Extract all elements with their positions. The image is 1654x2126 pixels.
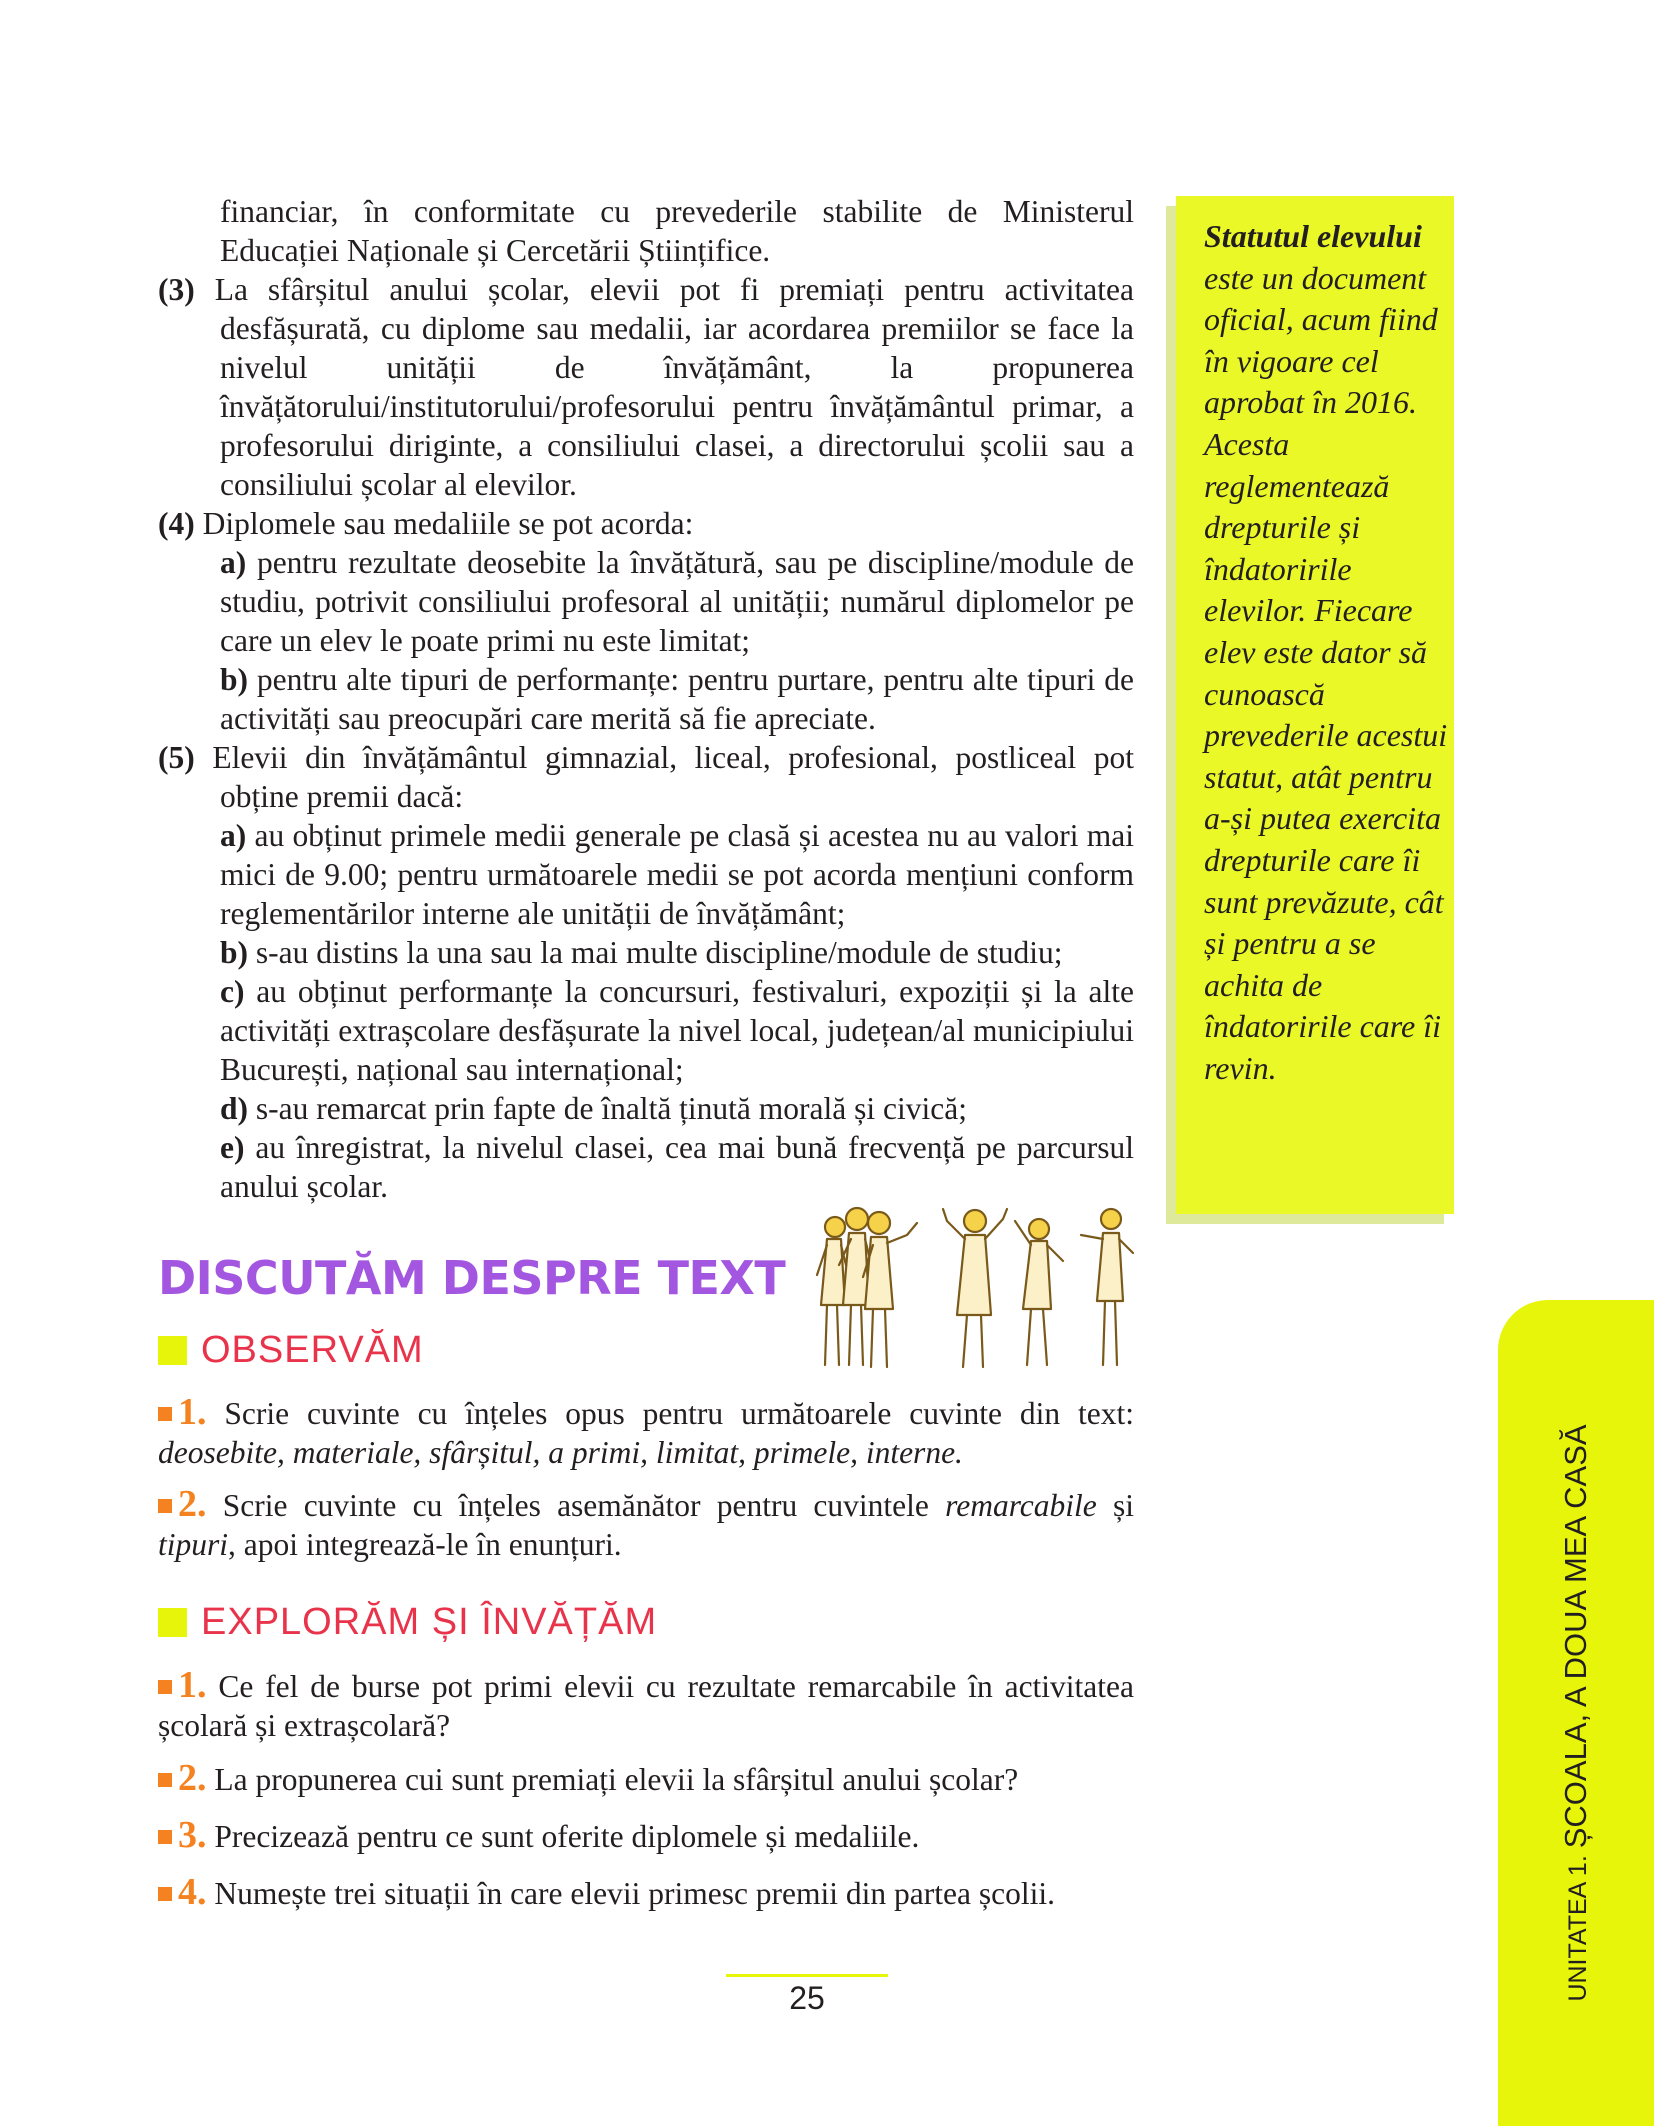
exercise-observam-2 bbox=[158, 1485, 1134, 1564]
exercise-number: 3. bbox=[178, 1814, 207, 1856]
sub-item-text: s-au distins la una sau la mai multe discipline/module de studiu; bbox=[255, 935, 1063, 970]
sub-item-text: pentru alte tipuri de performanțe: pentru purtare, pentru alte tipuri de activități sau preocupări care merită să fie apreciate. bbox=[220, 662, 1134, 736]
paragraph-continued: financiar, în conformitate cu prevederile stabilite de Ministerul Educației Naționale și Cercetării Științifice. bbox=[220, 194, 1134, 268]
child-figure bbox=[943, 1209, 1007, 1367]
page-number-rule bbox=[726, 1974, 888, 1977]
paragraph-text: Diplomele sau medaliile se pot acorda: bbox=[202, 506, 694, 541]
exercise-text: Scrie cuvinte cu înțeles asemănător pentru cuvintele bbox=[222, 1488, 929, 1523]
exercise-number: 2. bbox=[178, 1483, 207, 1525]
sub-item-5a bbox=[158, 816, 1134, 933]
paragraph-number: (5) bbox=[158, 740, 195, 775]
sub-item-4a bbox=[158, 543, 1134, 660]
paragraph-text: La sfârșitul anului școlar, elevii pot fi premiați pentru activitatea desfășurată, cu diplome sau medalii, iar acordarea premiilor se face la nivelul unității de învățământ, la propunerea învățătorului/institutorului/profesorului pentru învățământul primar, a profesorului diriginte, a consiliului clasei, a directorului școlii sau a consiliului școlar al elevilor. bbox=[214, 272, 1134, 502]
sub-item-5c bbox=[158, 972, 1134, 1089]
children-cheering-illustration bbox=[815, 1205, 1145, 1370]
sub-item-5d bbox=[158, 1089, 1134, 1128]
paragraph-text: Elevii din învățământul gimnazial, liceal, profesional, postliceal pot obține premii dacă: bbox=[212, 740, 1135, 814]
exercise-number: 1. bbox=[178, 1391, 207, 1433]
exercise-word: tipuri bbox=[158, 1527, 229, 1562]
exercise-number: 4. bbox=[178, 1871, 207, 1913]
paragraph-4 bbox=[158, 504, 1134, 543]
subsection-heading-text: OBSERVĂM bbox=[201, 1328, 424, 1371]
heading-square-icon bbox=[158, 1336, 187, 1365]
sidebar-note-title: Statutul elevului bbox=[1204, 218, 1422, 254]
exercise-exploram-1 bbox=[158, 1666, 1134, 1745]
sub-item-label: a) bbox=[220, 818, 247, 853]
exercise-text: , apoi integrează-le în enunțuri. bbox=[228, 1527, 622, 1562]
subsection-heading-observam bbox=[158, 1330, 424, 1370]
sub-item-5b bbox=[158, 933, 1134, 972]
bullet-square-icon bbox=[158, 1407, 172, 1421]
paragraph-number: (4) bbox=[158, 506, 195, 541]
exercise-exploram-3 bbox=[158, 1816, 1134, 1856]
exercise-text: La propunerea cui sunt premiați elevii la sfârșitul anului școlar? bbox=[214, 1762, 1019, 1797]
sub-item-text: au obținut performanțe la concursuri, festivaluri, expoziții și la alte activități extrașcolare desfășurate la nivel local, județean/al municipiului București, național sau internațional; bbox=[220, 974, 1134, 1087]
bullet-square-icon bbox=[158, 1830, 172, 1844]
paragraph-5 bbox=[158, 738, 1134, 816]
sub-item-label: b) bbox=[220, 935, 249, 970]
page-number: 25 bbox=[789, 1980, 825, 2016]
exercise-text: Ce fel de burse pot primi elevii cu rezultate remarcabile în activitatea școlară și extrașcolară? bbox=[158, 1669, 1135, 1743]
child-figure bbox=[1015, 1219, 1063, 1365]
exercise-exploram-2 bbox=[158, 1759, 1134, 1799]
sub-item-text: pentru rezultate deosebite la învățătură, sau pe discipline/module de studiu, potrivit consiliului profesoral al unității; numărul diplomelor pe care un elev le poate primi nu este limitat; bbox=[220, 545, 1134, 658]
section-title: DISCUTĂM DESPRE TEXT bbox=[158, 1251, 786, 1305]
heading-square-icon bbox=[158, 1608, 187, 1637]
exercise-exploram-4 bbox=[158, 1873, 1134, 1913]
bullet-square-icon bbox=[158, 1887, 172, 1901]
unit-tab-label bbox=[1558, 1424, 1594, 2001]
paragraph-3 bbox=[158, 270, 1134, 504]
bullet-square-icon bbox=[158, 1499, 172, 1513]
sub-item-label: d) bbox=[220, 1091, 249, 1126]
sub-item-5e bbox=[158, 1128, 1134, 1206]
exercise-word: remarcabile bbox=[945, 1488, 1097, 1523]
paragraph-number: (3) bbox=[158, 272, 195, 307]
sidebar-note-text: este un document oficial, acum fiind în vigoare cel aprobat în 2016. Acesta reglementează drepturile și îndatoririle elevilor. Fiecare elev este dator să cunoască prevederile acestui statut, atât pentru a-și putea exercita drepturile care îi sunt prevăzute, cât și pentru a se achita de îndatoririle care îi revin. bbox=[1204, 259, 1448, 1086]
sub-item-text: au obținut primele medii generale pe clasă și acestea nu au valori mai mici de 9.00; pentru următoarele medii se pot acorda mențiuni conform reglementărilor interne ale unității de învățământ; bbox=[220, 818, 1134, 931]
exercise-text: Scrie cuvinte cu înțeles opus pentru următoarele cuvinte din text: bbox=[224, 1396, 1134, 1431]
sub-item-text: au înregistrat, la nivelul clasei, cea mai bună frecvență pe parcursul anului școlar. bbox=[220, 1130, 1134, 1204]
unit-number: UNITATEA 1. bbox=[1564, 1855, 1592, 2002]
exercise-observam-1 bbox=[158, 1393, 1134, 1472]
main-text bbox=[158, 192, 1134, 1206]
exercise-text: Precizează pentru ce sunt oferite diplomele și medaliile. bbox=[214, 1819, 920, 1854]
bullet-square-icon bbox=[158, 1680, 172, 1694]
sub-item-label: c) bbox=[220, 974, 245, 1009]
exercise-words: deosebite, materiale, sfârșitul, a primi, limitat, primele, interne. bbox=[158, 1435, 963, 1470]
sub-item-label: a) bbox=[220, 545, 247, 580]
unit-title: ȘCOALA, A DOUA MEA CASĂ bbox=[1558, 1424, 1593, 1849]
exercise-number: 1. bbox=[178, 1664, 207, 1706]
sub-item-4b bbox=[158, 660, 1134, 738]
exercise-text: și bbox=[1112, 1488, 1134, 1523]
child-figure bbox=[863, 1212, 917, 1367]
sub-item-label: e) bbox=[220, 1130, 245, 1165]
subsection-heading-exploram bbox=[158, 1602, 657, 1642]
exercise-number: 2. bbox=[178, 1757, 207, 1799]
exercise-text: Numește trei situații în care elevii primesc premii din partea școlii. bbox=[214, 1876, 1055, 1911]
sidebar-note bbox=[1204, 216, 1454, 1089]
bullet-square-icon bbox=[158, 1773, 172, 1787]
sub-item-label: b) bbox=[220, 662, 249, 697]
child-figure bbox=[1081, 1209, 1133, 1365]
subsection-heading-text: EXPLORĂM ȘI ÎNVĂȚĂM bbox=[201, 1600, 658, 1643]
sub-item-text: s-au remarcat prin fapte de înaltă ținută morală și civică; bbox=[255, 1091, 967, 1126]
